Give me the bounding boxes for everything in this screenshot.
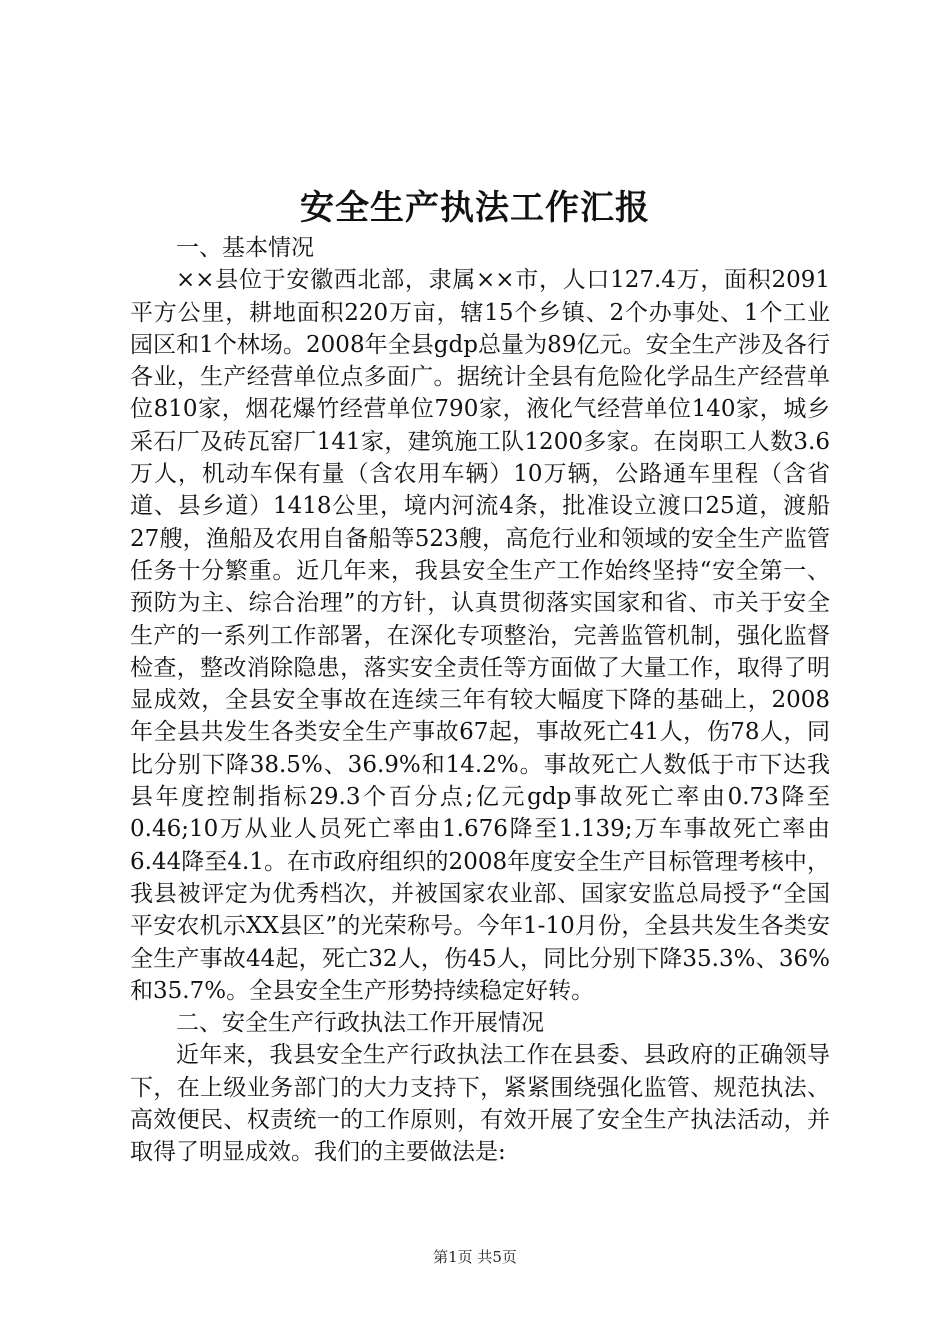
page-indicator: 第1页 共5页	[433, 1248, 517, 1266]
section-heading-basic-info: 一、基本情况	[176, 235, 314, 261]
paragraph-basic-info: ××县位于安徽西北部，隶属××市，人口127.4万，面积2091平方公里，耕地面积220万亩，辖15个乡镇、2个办事处、1个工业园区和1个林场。2008年全县gdp总量为89亿元。安全生产涉及各行各业，生产经营单位点多面广。据统计全县有危险化学品生产经营单位810家，烟花爆竹经营单位790家，液化气经营单位140家，城乡采石厂及砖瓦窑厂141家，建筑施工队1200多家。在岗职工人数3.6万人，机动车保有量（含农用车辆）10万辆，公路通车里程（含省道、县乡道）1418公里，境内河流4条，批准设立渡口25道，渡船27艘，渔船及农用自备船等523艘，高危行业和领域的安全生产监管任务十分繁重。近几年来，我县安全生产工作始终坚持“安全第一、预防为主、综合治理”的方针，认真贯彻落实国家和省、市关于安全生产的一系列工作部署，在深化专项整治，完善监管机制，强化监督检查，整改消除隐患，落实安全责任等方面做了大量工作，取得了明显成效，全县安全事故在连续三年有较大幅度下降的基础上，2008年全县共发生各类安全生产事故67起，事故死亡41人，伤78人，同比分别下降38.5%、36.9%和14.2%。事故死亡人数低于市下达我县年度控制指标29.3个百分点;亿元gdp事故死亡率由0.73降至0.46;10万从业人员死亡率由1.676降至1.139;万车事故死亡率由6.44降至4.1。在市政府组织的2008年度安全生产目标管理考核中，我县被评定为优秀档次，并被国家农业部、国家安监总局授予“全国平安农机示XX县区”的光荣称号。今年1-10月份，全县共发生各类安全生产事故44起，死亡32人，伤45人，同比分别下降35.3%、36%和35.7%。全县安全生产形势持续稳定好转。	[130, 267, 830, 1004]
document-body	[130, 232, 830, 1169]
document-title: 安全生产执法工作汇报	[300, 188, 650, 228]
section-heading-enforcement: 二、安全生产行政执法工作开展情况	[176, 1010, 544, 1037]
paragraph-enforcement: 近年来，我县安全生产行政执法工作在县委、县政府的正确领导下，在上级业务部门的大力支持下，紧紧围绕强化监管、规范执法、高效便民、权责统一的工作原则，有效开展了安全生产执法活动，并取得了明显成效。我们的主要做法是:	[130, 1042, 830, 1166]
page-footer	[0, 1246, 950, 1268]
